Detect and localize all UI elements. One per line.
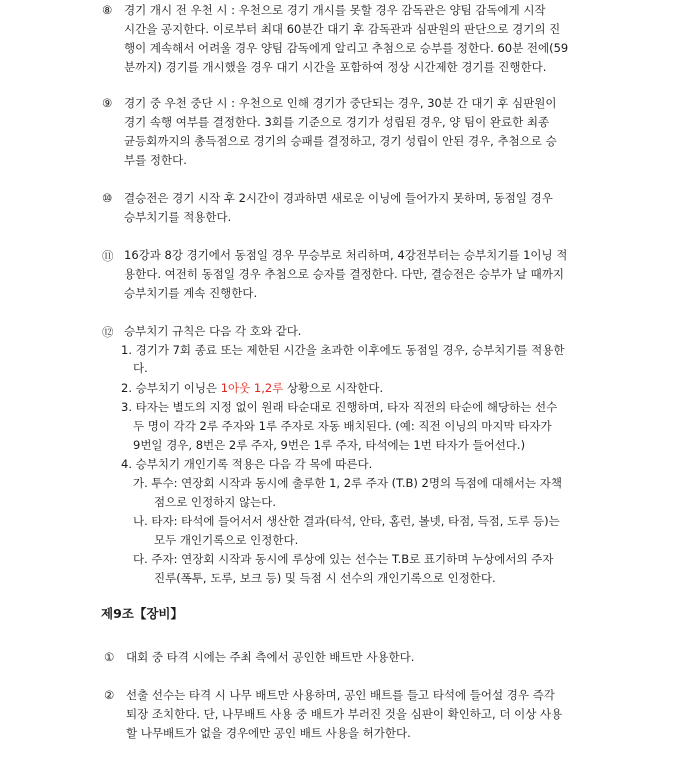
section-heading: 제9조【장비】 [101, 606, 183, 621]
item-line: 승부치기를 계속 진행한다. [124, 286, 258, 300]
rule-line: 나. 타자: 타석에 들어서서 생산한 결과(타석, 안타, 홈런, 볼넷, 타점, 득점, 도루 등)는 [133, 514, 560, 528]
item-line: 퇴장 조치한다. 단, 나무배트 사용 중 배트가 부러진 것을 심판이 확인하고, 더 이상 사용 [126, 707, 563, 721]
item-line: 경기 개시 전 우천 시 : 우천으로 경기 개시를 못할 경우 감독관은 양팀 감독에게 시작 [124, 3, 546, 17]
item-line: 경기 속행 여부를 결정한다. 3회를 기준으로 경기가 성립된 경우, 양 팀이 완료한 최종 [124, 115, 550, 129]
rule-4: 4. 승부치기 개인기록 적용은 다음 각 목에 따른다. [121, 457, 373, 471]
item-line: 경기 중 우천 중단 시 : 우천으로 인해 경기가 중단되는 경우, 30분 간 대기 후 심판원이 [124, 96, 557, 110]
item-line: 대회 중 타격 시에는 주최 측에서 공인한 배트만 사용한다. [126, 650, 415, 664]
item-line: 균등회까지의 총득점으로 경기의 승패를 결정하고, 경기 성립이 안된 경우, 추첨으로 승 [124, 134, 557, 148]
item-line: 부를 정한다. [124, 153, 187, 167]
item-number: ⑪ [102, 249, 114, 263]
rule-line: 다. [133, 361, 148, 375]
highlight-text: 1아웃 1,2루 [220, 381, 284, 395]
rule-text: 상황으로 시작한다. [283, 381, 384, 395]
rule-line: 모두 개인기록으로 인정한다. [154, 533, 299, 547]
item-line: 시간을 공지한다. 이로부터 최대 60분간 대기 후 감독관과 심판원의 판단으로 경기의 진 [124, 22, 561, 36]
item-line: 16강과 8강 경기에서 동점일 경우 무승부로 처리하며, 4강전부터는 승부치기를 1이닝 적 [124, 248, 568, 262]
item-number: ⑨ [102, 96, 113, 110]
rule-line: 진루(폭투, 도루, 보크 등) 및 득점 시 선수의 개인기록으로 인정한다. [154, 571, 496, 585]
rule-line: 9번일 경우, 8번은 2루 주자, 9번은 1루 주자, 타석에는 1번 타자가 들어선다.) [133, 438, 526, 452]
item-line: 승부치기를 적용한다. [124, 210, 232, 224]
item-line: 분까지) 경기를 개시했을 경우 대기 시간을 포함하여 정상 시간제한 경기를 진행한다. [124, 60, 547, 74]
rule-line: 점으로 인정하지 않는다. [154, 495, 277, 509]
item-number: ⑩ [102, 191, 113, 205]
item-line: 용한다. 여전히 동점일 경우 추첨으로 승자를 결정한다. 다만, 결승전은 승부가 날 때까지 [124, 267, 564, 281]
rule-line: 3. 타자는 별도의 지정 없이 원래 타순대로 진행하며, 타자 직전의 타순에 해당하는 선수 [121, 400, 558, 414]
item-number: ① [104, 650, 115, 664]
item-line: 할 나무배트가 없을 경우에만 공인 배트 사용을 허가한다. [126, 726, 411, 740]
rule-line: 가. 투수: 연장회 시작과 동시에 출루한 1, 2루 주자 (T.B) 2명의 득점에 대해서는 자책 [133, 476, 562, 490]
item-number: ⑧ [102, 3, 113, 17]
rule-line: 다. 주자: 연장회 시작과 동시에 루상에 있는 선수는 T.B로 표기하며 누상에서의 주자 [133, 552, 554, 566]
item-line: 선출 선수는 타격 시 나무 배트만 사용하며, 공인 배트를 들고 타석에 들어설 경우 즉각 [126, 688, 555, 702]
rule-text: 2. 승부치기 이닝은 [121, 381, 221, 395]
item-line: 승부치기 규칙은 다음 각 호와 같다. [124, 324, 302, 338]
item-number: ⑫ [102, 325, 114, 339]
rule-line: 1. 경기가 7회 종료 또는 제한된 시간을 초과한 이후에도 동점일 경우, 승부치기를 적용한 [121, 343, 565, 357]
item-line: 결승전은 경기 시작 후 2시간이 경과하면 새로운 이닝에 들어가지 못하며, 동점일 경우 [124, 191, 553, 205]
item-number: ② [104, 688, 115, 702]
rule-2 [121, 381, 383, 395]
rule-line: 두 명이 각각 2루 주자와 1루 주자로 자동 배치된다. (예: 직전 이닝의 마지막 타자가 [133, 419, 552, 433]
item-line: 행이 계속해서 어려울 경우 양팀 감독에게 알리고 추첨으로 승부를 정한다. 60분 전에(59 [124, 41, 569, 55]
